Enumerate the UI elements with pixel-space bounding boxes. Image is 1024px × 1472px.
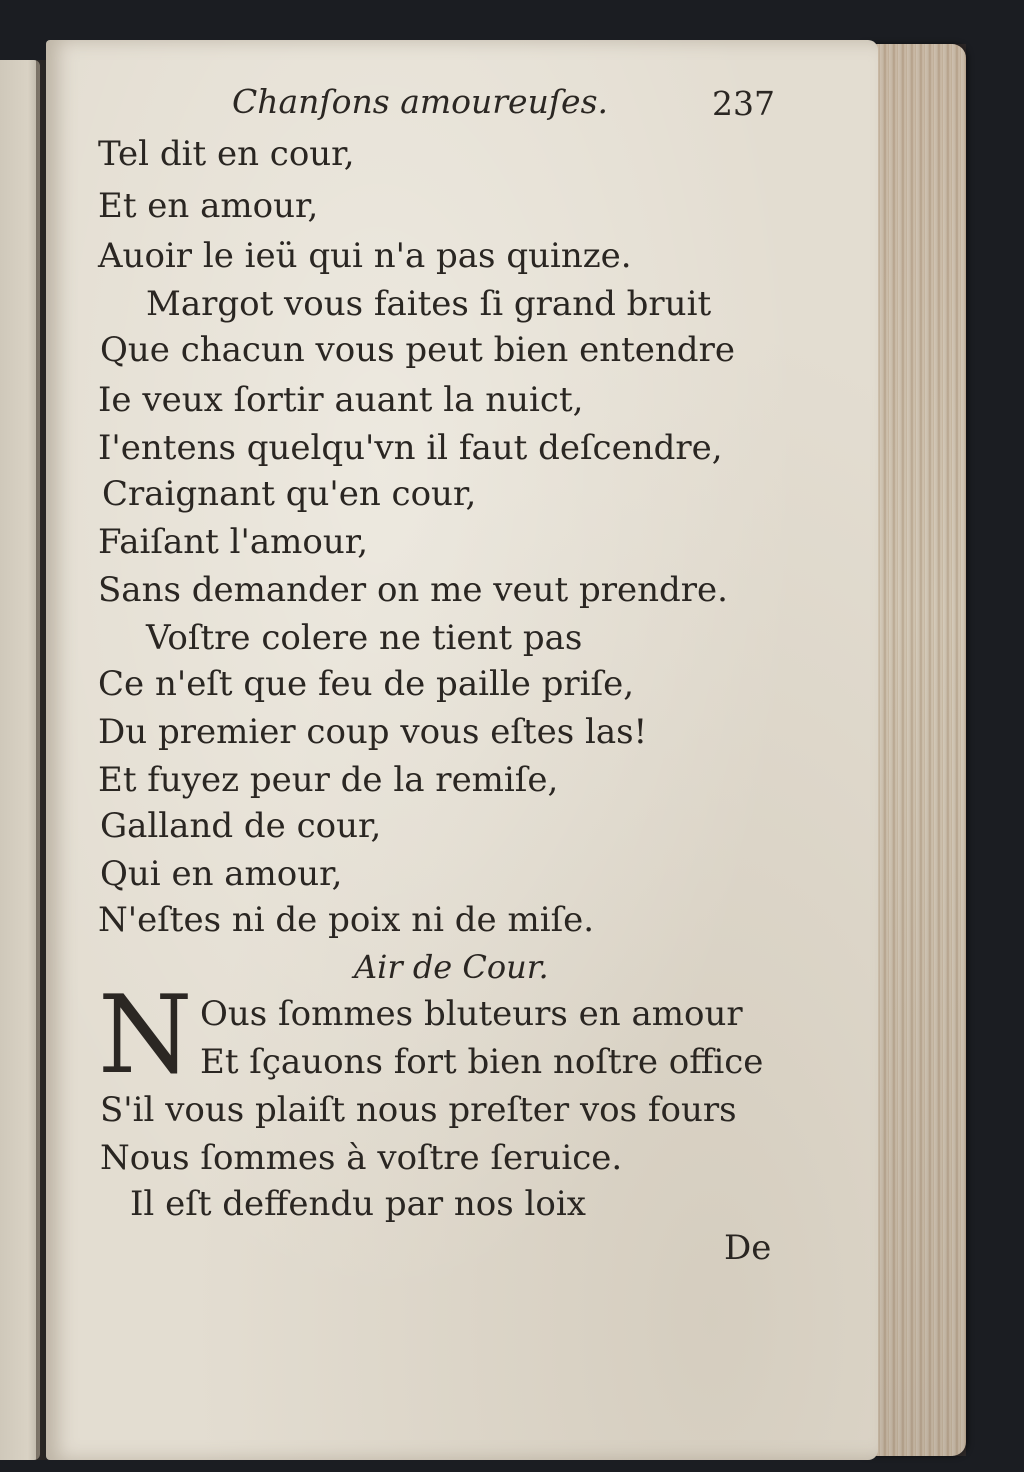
- verse-line: Galland de cour,: [100, 806, 382, 846]
- drop-cap: N: [98, 973, 193, 1098]
- verse-line: Margot vous faites ſi grand bruit: [146, 284, 712, 324]
- running-title: Chanſons amoureuſes.: [232, 82, 609, 121]
- verse-line: Faiſant l'amour,: [98, 522, 369, 562]
- verse-line: Du premier coup vous eſtes las!: [98, 712, 648, 752]
- verse-line: Ie veux ſortir auant la nuict,: [98, 380, 584, 420]
- page-number: 237: [712, 84, 775, 123]
- verse-line: Sans demander on me veut prendre.: [98, 570, 728, 610]
- verse-line: Craignant qu'en cour,: [102, 474, 477, 514]
- verse-line: Ous ſommes bluteurs en amour: [200, 994, 743, 1034]
- verse-line: Et fuyez peur de la remiſe,: [98, 760, 559, 800]
- verse-line: Que chacun vous peut bien entendre: [100, 330, 735, 370]
- verse-line: N'eſtes ni de poix ni de miſe.: [98, 900, 595, 940]
- verse-line: I'entens quelqu'vn il faut deſcendre,: [98, 428, 723, 468]
- verse-line: Nous ſommes à voſtre ſeruice.: [100, 1138, 623, 1178]
- verse-line: Il eſt deffendu par nos loix: [130, 1184, 586, 1224]
- verse-line: Voſtre colere ne tient pas: [146, 618, 583, 658]
- verse-line: Ce n'eſt que feu de paille priſe,: [98, 664, 635, 704]
- verse-line: S'il vous plaiſt nous preſter vos fours: [100, 1090, 737, 1130]
- section-heading: Air de Cour.: [354, 948, 549, 986]
- verse-line: Et ſçauons fort bien noſtre office: [200, 1042, 764, 1082]
- catchword: De: [724, 1228, 772, 1268]
- verse-line: Et en amour,: [98, 186, 319, 226]
- verse-line: Qui en amour,: [100, 854, 343, 894]
- facing-page-edge: [0, 60, 40, 1460]
- verse-line: Auoir le ieü qui n'a pas quinze.: [98, 236, 632, 276]
- verse-line: Tel dit en cour,: [98, 134, 355, 174]
